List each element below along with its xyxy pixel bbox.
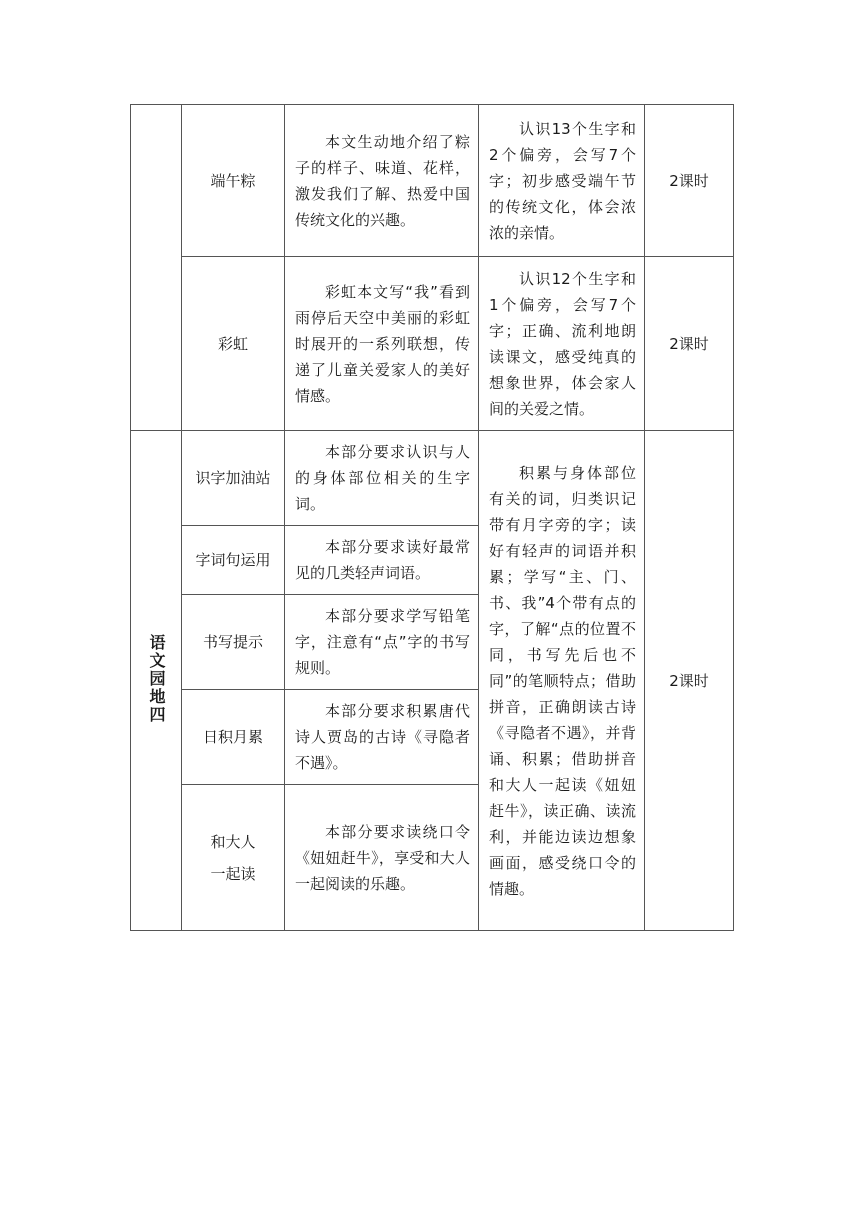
description-text: 本部分要求积累唐代诗人贾岛的古诗《寻隐者不遇》。 <box>295 702 470 772</box>
lesson-goals <box>479 257 645 431</box>
lesson-name: 识字加油站 <box>182 431 285 526</box>
lesson-goals <box>479 105 645 257</box>
lesson-description <box>285 431 479 526</box>
lesson-hours: 2课时 <box>645 257 734 431</box>
description-text: 本部分要求读好最常见的几类轻声词语。 <box>295 538 470 582</box>
lesson-name: 字词句运用 <box>182 526 285 595</box>
lesson-description <box>285 257 479 431</box>
lesson-description <box>285 595 479 690</box>
lesson-goals <box>479 431 645 931</box>
lesson-name <box>182 785 285 931</box>
lesson-description <box>285 105 479 257</box>
lesson-name: 书写提示 <box>182 595 285 690</box>
lesson-description <box>285 785 479 931</box>
description-text: 本文生动地介绍了粽子的样子、味道、花样，激发我们了解、热爱中国传统文化的兴趣。 <box>295 132 470 229</box>
description-text: 本部分要求学写铅笔字，注意有“点”字的书写规则。 <box>295 607 470 677</box>
goals-text: 积累与身体部位有关的词，归类识记带有月字旁的字；读好有轻声的词语并积累；学写“主、门、书、我”4个带有点的字，了解“点的位置不同，书写先后也不同”的笔顺特点；借助拼音，正确朗读古诗《寻隐者不遇》，并背诵、积累；借助拼音和大人一起读《妞妞赶牛》，读正确、读流利，并能边读边想象画面，感受绕口令的情趣。 <box>489 463 636 898</box>
table-row <box>131 257 734 431</box>
unit-label: 语文园地四 <box>147 633 166 724</box>
lesson-name: 彩虹 <box>182 257 285 431</box>
lesson-description <box>285 690 479 785</box>
lesson-hours: 2课时 <box>645 431 734 931</box>
goals-text: 认识12个生字和1个偏旁，会写7个字；正确、流利地朗读课文，感受纯真的想象世界，体会家人间的关爱之情。 <box>489 269 636 418</box>
table-row <box>131 431 734 526</box>
lesson-name: 端午粽 <box>182 105 285 257</box>
lesson-hours: 2课时 <box>645 105 734 257</box>
unit-cell-blank <box>131 105 182 431</box>
lesson-description <box>285 526 479 595</box>
name-line-1: 和大人 <box>210 832 256 851</box>
description-text: 本部分要求认识与人的身体部位相关的生字词。 <box>295 443 470 513</box>
description-text: 本部分要求读绕口令《妞妞赶牛》，享受和大人一起阅读的乐趣。 <box>295 822 470 893</box>
name-line-2: 一起读 <box>210 864 256 883</box>
table-row <box>131 105 734 257</box>
goals-text: 认识13个生字和2个偏旁，会写7个字；初步感受端午节的传统文化，体会浓浓的亲情。 <box>489 119 636 242</box>
lesson-name: 日积月累 <box>182 690 285 785</box>
lesson-plan-table <box>130 104 734 931</box>
unit-label-cell <box>131 431 182 931</box>
description-text: 彩虹本文写“我”看到雨停后天空中美丽的彩虹时展开的一系列联想，传递了儿童关爱家人的美好情感。 <box>295 282 470 405</box>
